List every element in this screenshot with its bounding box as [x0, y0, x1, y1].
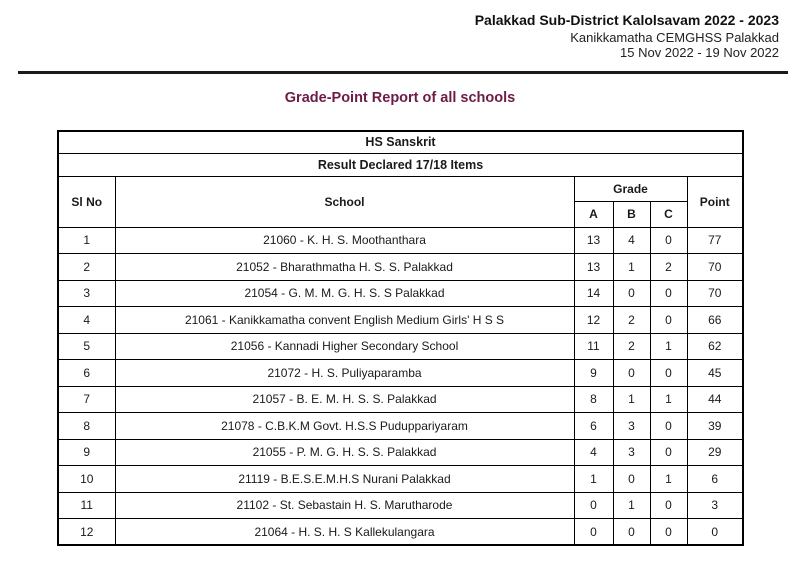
cell-sl-no: 1 [58, 227, 115, 254]
cell-school: 21102 - St. Sebastain H. S. Marutharode [115, 492, 574, 519]
cell-grade-a: 11 [574, 333, 613, 360]
cell-grade-b: 3 [613, 413, 650, 440]
cell-grade-a: 13 [574, 227, 613, 254]
cell-sl-no: 11 [58, 492, 115, 519]
cell-grade-a: 4 [574, 439, 613, 466]
cell-sl-no: 4 [58, 307, 115, 334]
cell-point: 39 [687, 413, 743, 440]
table-row [58, 254, 743, 281]
table-row [58, 439, 743, 466]
cell-sl-no: 2 [58, 254, 115, 281]
cell-grade-c: 0 [650, 227, 687, 254]
cell-point: 29 [687, 439, 743, 466]
page-header [20, 12, 779, 60]
cell-grade-c: 0 [650, 439, 687, 466]
cell-grade-c: 1 [650, 386, 687, 413]
cell-school: 21061 - Kanikkamatha convent English Medium Girls' H S S [115, 307, 574, 334]
col-header-sl-no: Sl No [58, 176, 115, 227]
cell-grade-c: 0 [650, 307, 687, 334]
table-row [58, 307, 743, 334]
cell-point: 0 [687, 519, 743, 546]
event-dates: 15 Nov 2022 - 19 Nov 2022 [620, 44, 779, 60]
cell-grade-b: 0 [613, 519, 650, 546]
cell-point: 44 [687, 386, 743, 413]
cell-grade-c: 1 [650, 333, 687, 360]
cell-point: 45 [687, 360, 743, 387]
col-header-school: School [115, 176, 574, 227]
cell-grade-a: 0 [574, 492, 613, 519]
cell-school: 21052 - Bharathmatha H. S. S. Palakkad [115, 254, 574, 281]
cell-school: 21072 - H. S. Puliyaparamba [115, 360, 574, 387]
cell-grade-c: 0 [650, 519, 687, 546]
category-title: HS Sanskrit [58, 131, 743, 153]
table-row [58, 492, 743, 519]
cell-grade-a: 9 [574, 360, 613, 387]
cell-grade-b: 1 [613, 492, 650, 519]
cell-grade-b: 1 [613, 386, 650, 413]
table-row [58, 280, 743, 307]
header-row-top [58, 176, 743, 201]
cell-sl-no: 10 [58, 466, 115, 493]
event-title: Palakkad Sub-District Kalolsavam 2022 - 2023 [474, 12, 779, 28]
cell-grade-b: 0 [613, 280, 650, 307]
venue-name: Kanikkamatha CEMGHSS Palakkad [570, 29, 779, 45]
cell-point: 77 [687, 227, 743, 254]
result-status-row [58, 153, 743, 176]
cell-school: 21056 - Kannadi Higher Secondary School [115, 333, 574, 360]
cell-grade-c: 1 [650, 466, 687, 493]
cell-grade-a: 14 [574, 280, 613, 307]
table-row [58, 227, 743, 254]
table-row [58, 360, 743, 387]
cell-sl-no: 8 [58, 413, 115, 440]
report-title: Grade-Point Report of all schools [284, 90, 516, 106]
grade-point-table [57, 130, 744, 546]
col-header-grade-b: B [613, 201, 650, 227]
cell-school: 21055 - P. M. G. H. S. S. Palakkad [115, 439, 574, 466]
cell-grade-b: 4 [613, 227, 650, 254]
cell-point: 3 [687, 492, 743, 519]
cell-grade-b: 2 [613, 333, 650, 360]
cell-sl-no: 3 [58, 280, 115, 307]
table-row [58, 413, 743, 440]
table-row [58, 386, 743, 413]
cell-grade-a: 0 [574, 519, 613, 546]
cell-point: 70 [687, 254, 743, 281]
cell-grade-a: 13 [574, 254, 613, 281]
cell-sl-no: 9 [58, 439, 115, 466]
cell-school: 21064 - H. S. H. S Kallekulangara [115, 519, 574, 546]
cell-point: 66 [687, 307, 743, 334]
cell-school: 21060 - K. H. S. Moothanthara [115, 227, 574, 254]
col-header-point: Point [687, 176, 743, 227]
cell-grade-b: 2 [613, 307, 650, 334]
table-row [58, 333, 743, 360]
cell-school: 21057 - B. E. M. H. S. S. Palakkad [115, 386, 574, 413]
col-header-grade: Grade [574, 176, 687, 201]
cell-sl-no: 7 [58, 386, 115, 413]
cell-grade-b: 0 [613, 466, 650, 493]
col-header-grade-a: A [574, 201, 613, 227]
cell-school: 21078 - C.B.K.M Govt. H.S.S Puduppariyaram [115, 413, 574, 440]
cell-school: 21054 - G. M. M. G. H. S. S Palakkad [115, 280, 574, 307]
cell-grade-a: 12 [574, 307, 613, 334]
header-divider [18, 71, 788, 74]
result-status: Result Declared 17/18 Items [58, 153, 743, 176]
cell-point: 6 [687, 466, 743, 493]
cell-grade-c: 0 [650, 360, 687, 387]
cell-grade-b: 0 [613, 360, 650, 387]
cell-sl-no: 5 [58, 333, 115, 360]
category-row [58, 131, 743, 153]
cell-grade-c: 0 [650, 492, 687, 519]
table-row [58, 466, 743, 493]
cell-grade-a: 1 [574, 466, 613, 493]
cell-grade-c: 2 [650, 254, 687, 281]
cell-grade-c: 0 [650, 280, 687, 307]
cell-point: 70 [687, 280, 743, 307]
cell-grade-b: 3 [613, 439, 650, 466]
col-header-grade-c: C [650, 201, 687, 227]
cell-grade-c: 0 [650, 413, 687, 440]
table-row [58, 519, 743, 546]
cell-grade-a: 6 [574, 413, 613, 440]
cell-sl-no: 12 [58, 519, 115, 546]
cell-point: 62 [687, 333, 743, 360]
cell-sl-no: 6 [58, 360, 115, 387]
cell-school: 21119 - B.E.S.E.M.H.S Nurani Palakkad [115, 466, 574, 493]
cell-grade-b: 1 [613, 254, 650, 281]
cell-grade-a: 8 [574, 386, 613, 413]
